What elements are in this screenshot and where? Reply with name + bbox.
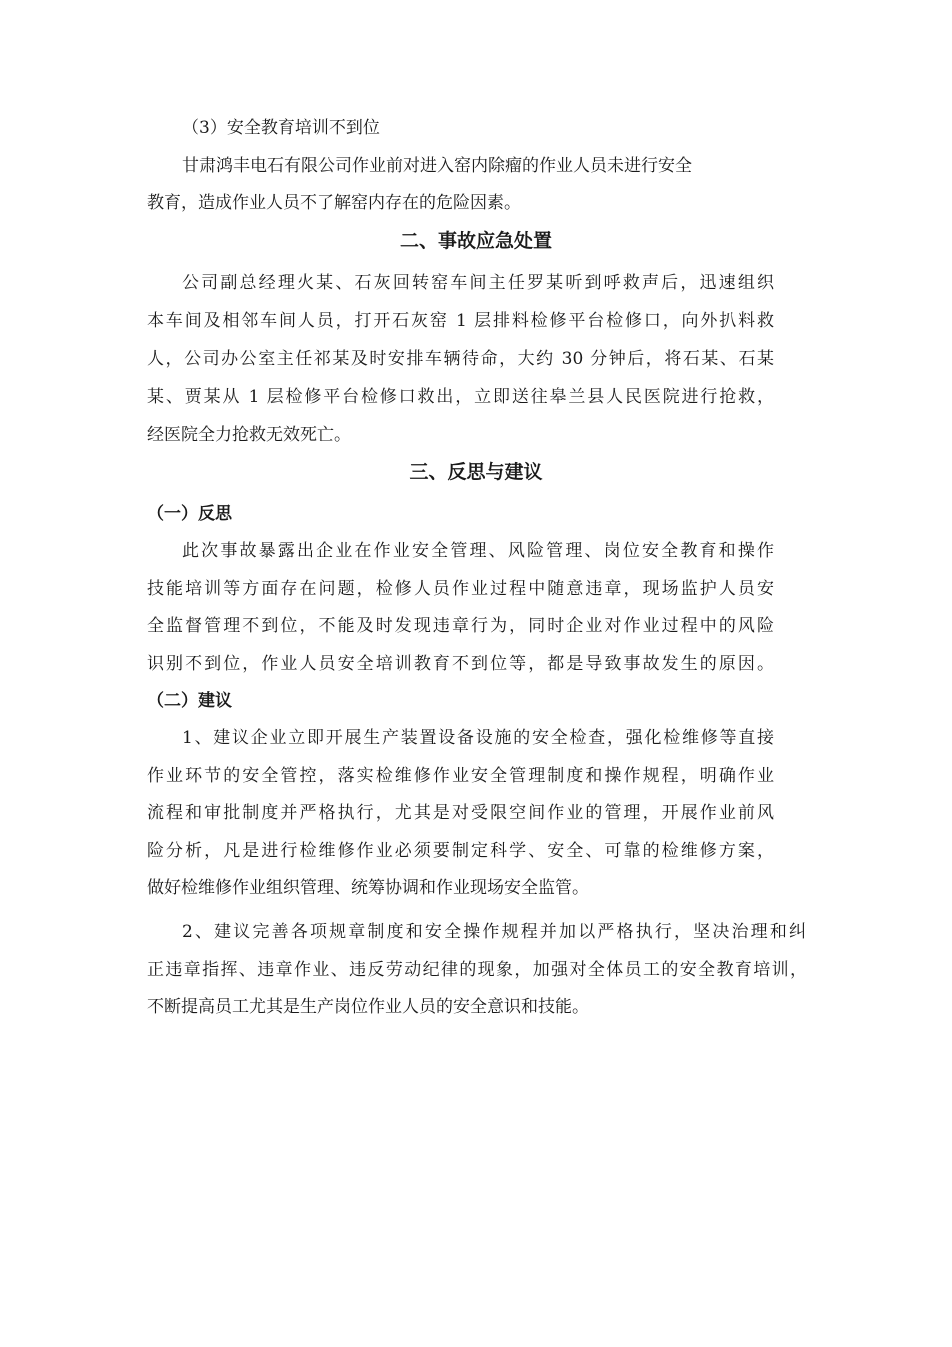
item3-title: （3）安全教育培训不到位: [182, 118, 380, 138]
reflection-line-3: 全监督管理不到位，不能及时发现违章行为，同时企业对作业过程中的风险: [147, 616, 774, 636]
emergency-line-4: 某、贾某从 1 层检修平台检修口救出，立即送往皋兰县人民医院进行抢救，: [147, 387, 774, 407]
emergency-line-5: 经医院全力抢救无效死亡。: [147, 425, 351, 445]
reflection-line-1: 此次事故暴露出企业在作业安全管理、风险管理、岗位安全教育和操作: [182, 541, 774, 561]
item3-line-1: 甘肃鸿丰电石有限公司作业前对进入窑内除瘤的作业人员未进行安全: [182, 156, 692, 176]
emergency-line-2: 本车间及相邻车间人员，打开石灰窑 1 层排料检修平台检修口，向外扒料救: [147, 311, 774, 331]
emergency-line-1: 公司副总经理火某、石灰回转窑车间主任罗某听到呼救声后，迅速组织: [182, 273, 774, 293]
suggestion1-line-4: 险分析，凡是进行检维修作业必须要制定科学、安全、可靠的检维修方案，: [147, 841, 774, 861]
reflection-line-2: 技能培训等方面存在问题，检修人员作业过程中随意违章，现场监护人员安: [147, 579, 774, 599]
suggestion1-line-1: 1、建议企业立即开展生产装置设备设施的安全检查，强化检维修等直接: [182, 728, 774, 748]
emergency-heading: 二、事故应急处置: [399, 230, 552, 252]
suggestion1-line-5: 做好检维修作业组织管理、统筹协调和作业现场安全监管。: [147, 878, 589, 898]
suggestion-subheading: （二）建议: [147, 691, 232, 711]
item3-line-2: 教育，造成作业人员不了解窑内存在的危险因素。: [147, 193, 521, 213]
suggestion1-line-2: 作业环节的安全管控，落实检维修作业安全管理制度和操作规程，明确作业: [147, 766, 774, 786]
suggestion2-line-2: 正违章指挥、违章作业、违反劳动纪律的现象，加强对全体员工的安全教育培训，: [147, 960, 807, 980]
reflection-subheading: （一）反思: [147, 504, 232, 524]
suggestion2-line-3: 不断提高员工尤其是生产岗位作业人员的安全意识和技能。: [147, 997, 589, 1017]
suggestion1-line-3: 流程和审批制度并严格执行，尤其是对受限空间作业的管理，开展作业前风: [147, 803, 774, 823]
reflection-line-4: 识别不到位，作业人员安全培训教育不到位等，都是导致事故发生的原因。: [147, 654, 774, 674]
reflection-heading: 三、反思与建议: [409, 461, 543, 483]
emergency-line-3: 人，公司办公室主任祁某及时安排车辆待命，大约 30 分钟后，将石某、石某: [147, 349, 774, 369]
suggestion2-line-1: 2、建议完善各项规章制度和安全操作规程并加以严格执行，坚决治理和纠: [182, 922, 806, 942]
